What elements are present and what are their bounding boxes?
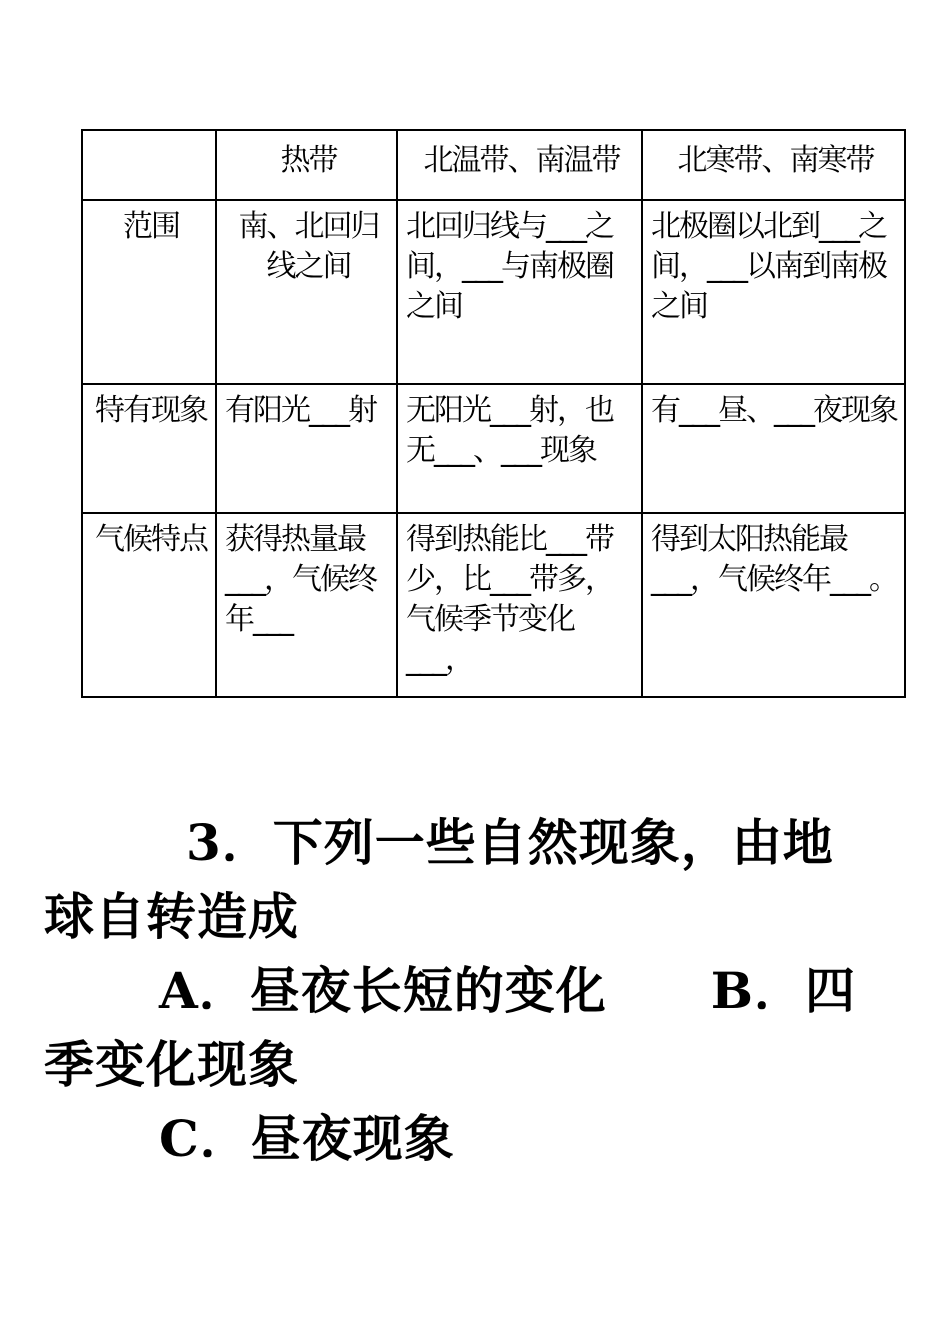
option-a[interactable]: A．昼夜长短的变化 xyxy=(159,961,607,1020)
table-header-tropical: 热带 xyxy=(216,130,397,200)
question-stem-line2: 球自转造成 xyxy=(44,887,299,946)
cell-temperate-climate: 得到热能比___带少，比___带多，气候季节变化___， xyxy=(397,513,642,697)
cell-temperate-phenomena: 无阳光___射，也无___、___现象 xyxy=(397,384,642,513)
option-b[interactable]: B．四 xyxy=(710,961,857,1020)
table-row-phenomena xyxy=(82,384,905,513)
option-b-continued[interactable]: 季变化现象 xyxy=(44,1035,299,1094)
cell-frigid-range: 北极圈以北到___之间，___以南到南极之间 xyxy=(642,200,905,384)
question-stem-line1: 3．下列一些自然现象，由地 xyxy=(186,813,834,872)
table-header-cell-empty xyxy=(82,130,216,200)
cell-frigid-phenomena: 有___昼、___夜现象 xyxy=(642,384,905,513)
cell-temperate-range: 北回归线与___之间，___与南极圈之间 xyxy=(397,200,642,384)
option-c[interactable]: C．昼夜现象 xyxy=(159,1109,455,1168)
question-3 xyxy=(44,806,914,1176)
cell-tropical-range: 南、北回归线之间 xyxy=(216,200,397,384)
table-row-range xyxy=(82,200,905,384)
row-label-range: 范围 xyxy=(82,200,216,384)
cell-tropical-phenomena: 有阳光___射 xyxy=(216,384,397,513)
cell-frigid-climate: 得到太阳热能最___，气候终年___。 xyxy=(642,513,905,697)
cell-tropical-climate: 获得热量最___，气候终年___ xyxy=(216,513,397,697)
row-label-phenomena: 特有现象 xyxy=(82,384,216,513)
table-header-row xyxy=(82,130,905,200)
option-row-ab xyxy=(44,954,914,1028)
table-header-frigid: 北寒带、南寒带 xyxy=(642,130,905,200)
row-label-climate: 气候特点 xyxy=(82,513,216,697)
table-row-climate xyxy=(82,513,905,697)
climate-zone-table xyxy=(81,129,906,698)
table-header-temperate: 北温带、南温带 xyxy=(397,130,642,200)
